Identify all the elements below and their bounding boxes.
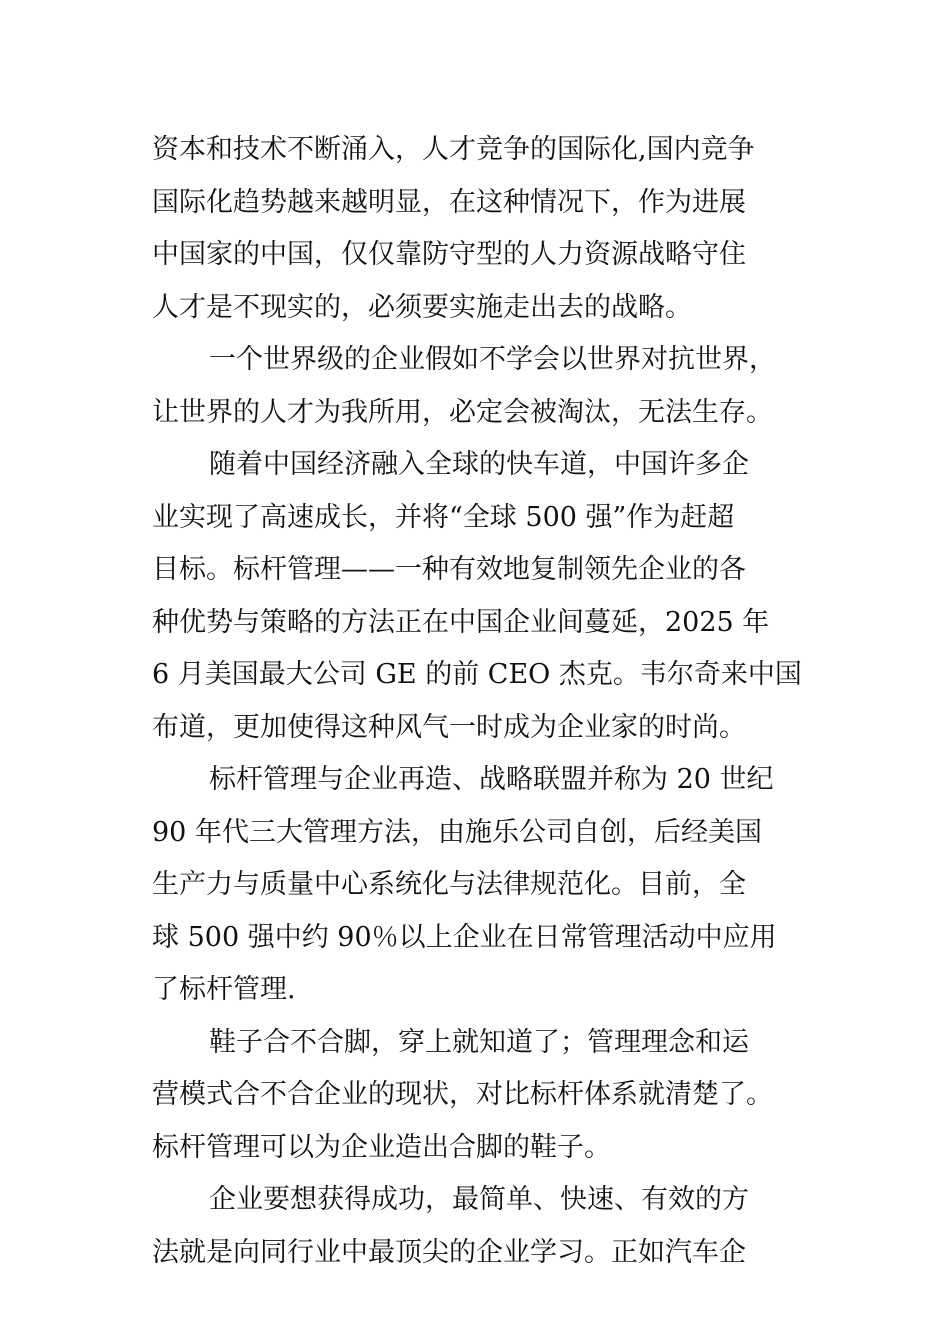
text-line: 90 年代三大管理方法，由施乐公司自创，后经美国 [152, 816, 762, 848]
text-line: 球 500 强中约 90％以上企业在日常管理活动中应用 [152, 921, 777, 953]
text-line: 业实现了高速成长，并将“全球 500 强”作为赶超 [152, 501, 735, 533]
text-line: 资本和技术不断涌入，人才竞争的国际化,国内竞争 [152, 134, 755, 165]
text-line: 标杆管理与企业再造、战略联盟并称为 20 世纪 [209, 764, 774, 795]
body-text [152, 124, 802, 1279]
text-line: 6 月美国最大公司 GE 的前 CEO 杰克。韦尔奇来中国 [152, 659, 802, 690]
text-line: 国际化趋势越来越明显，在这种情况下，作为进展 [152, 186, 746, 218]
text-line: 营模式合不合企业的现状，对比标杆体系就清楚了。 [152, 1079, 773, 1110]
text-line: 种优势与策略的方法正在中国企业间蔓延，2025 年 [152, 606, 770, 638]
text-line: 随着中国经济融入全球的快车道，中国许多企 [209, 449, 749, 480]
text-line: 标杆管理可以为企业造出合脚的鞋子。 [152, 1131, 611, 1163]
text-line: 鞋子合不合脚，穿上就知道了；管理理念和运 [209, 1026, 749, 1058]
text-line: 人才是不现实的，必须要实施走出去的战略。 [152, 291, 692, 323]
text-line: 企业要想获得成功，最简单、快速、有效的方 [209, 1184, 749, 1215]
text-line: 生产力与质量中心系统化与法律规范化。目前，全 [152, 869, 746, 900]
text-line: 一个世界级的企业假如不学会以世界对抗世界， [209, 344, 776, 375]
text-line: 让世界的人才为我所用，必定会被淘汰，无法生存。 [152, 396, 773, 428]
text-line: 中国家的中国，仅仅靠防守型的人力资源战略守住 [152, 239, 746, 270]
text-line: 目标。标杆管理——一种有效地复制领先企业的各 [152, 554, 746, 585]
text-line: 了标杆管理. [152, 974, 296, 1005]
text-line: 布道，更加使得这种风气一时成为企业家的时尚。 [152, 711, 746, 743]
text-line: 法就是向同行业中最顶尖的企业学习。正如汽车企 [152, 1236, 746, 1268]
